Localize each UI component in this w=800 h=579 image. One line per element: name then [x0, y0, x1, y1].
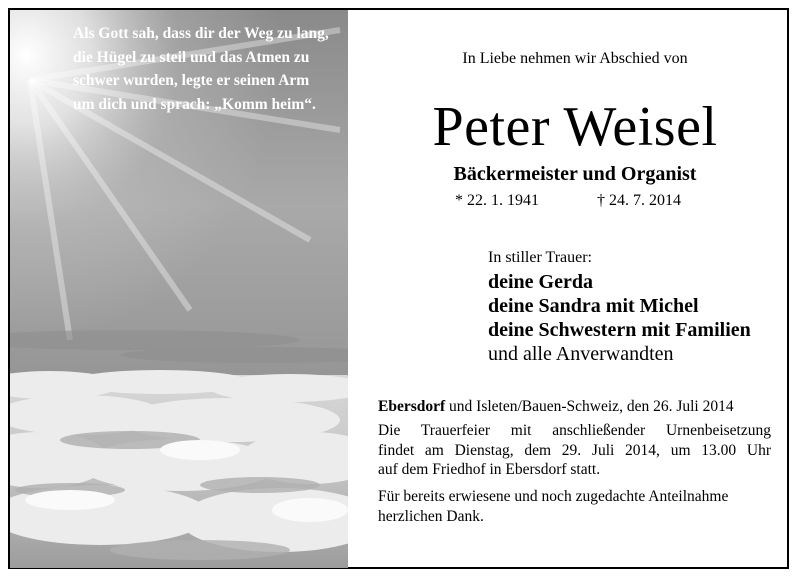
place-name: Ebersdorf	[378, 398, 446, 415]
poem-line: die Hügel zu steil und das Atmen zu	[73, 48, 310, 66]
place-date	[378, 398, 734, 416]
ceremony-line: auf dem Friedhof in Ebersdorf statt.	[378, 461, 601, 478]
mourner-name: deine Gerda	[488, 271, 593, 293]
poem-line: Als Gott sah, dass dir der Weg zu lang,	[73, 25, 329, 42]
mourners-label: In stiller Trauer:	[488, 249, 592, 266]
mourner-name: deine Schwestern mit Familien	[488, 319, 751, 341]
occupation: Bäckermeister und Organist	[453, 163, 697, 185]
birth-date: * 22. 1. 1941	[455, 192, 539, 209]
mourners-list	[488, 270, 751, 366]
ceremony-line: findet am Dienstag, dem 29. Juli 2014, um 13.00 Uhr	[378, 441, 771, 459]
thanks-line: herzlichen Dank.	[378, 507, 484, 525]
death-date: † 24. 7. 2014	[597, 192, 681, 209]
deceased-name: Peter Weisel	[432, 96, 718, 158]
thanks-text	[378, 487, 771, 526]
poem-text	[73, 22, 341, 116]
mourner-name: deine Sandra mit Michel	[488, 295, 699, 317]
ceremony-text	[378, 421, 771, 480]
sky-clouds-photo	[10, 10, 348, 568]
place-date-rest: und Isleten/Bauen-Schweiz, den 26. Juli 2014	[445, 398, 734, 415]
intro-text: In Liebe nehmen wir Abschied von	[462, 50, 688, 67]
thanks-line: Für bereits erwiesene und noch zugedachte Anteilnahme	[378, 488, 729, 505]
ceremony-line: Die Trauerfeier mit anschließender Urnenbeisetzung	[378, 422, 771, 439]
mourners-others: und alle Anverwandten	[488, 343, 674, 365]
poem-line: schwer wurden, legte er seinen Arm	[73, 72, 310, 89]
poem-line: um dich und sprach: „Komm heim“.	[73, 95, 316, 113]
